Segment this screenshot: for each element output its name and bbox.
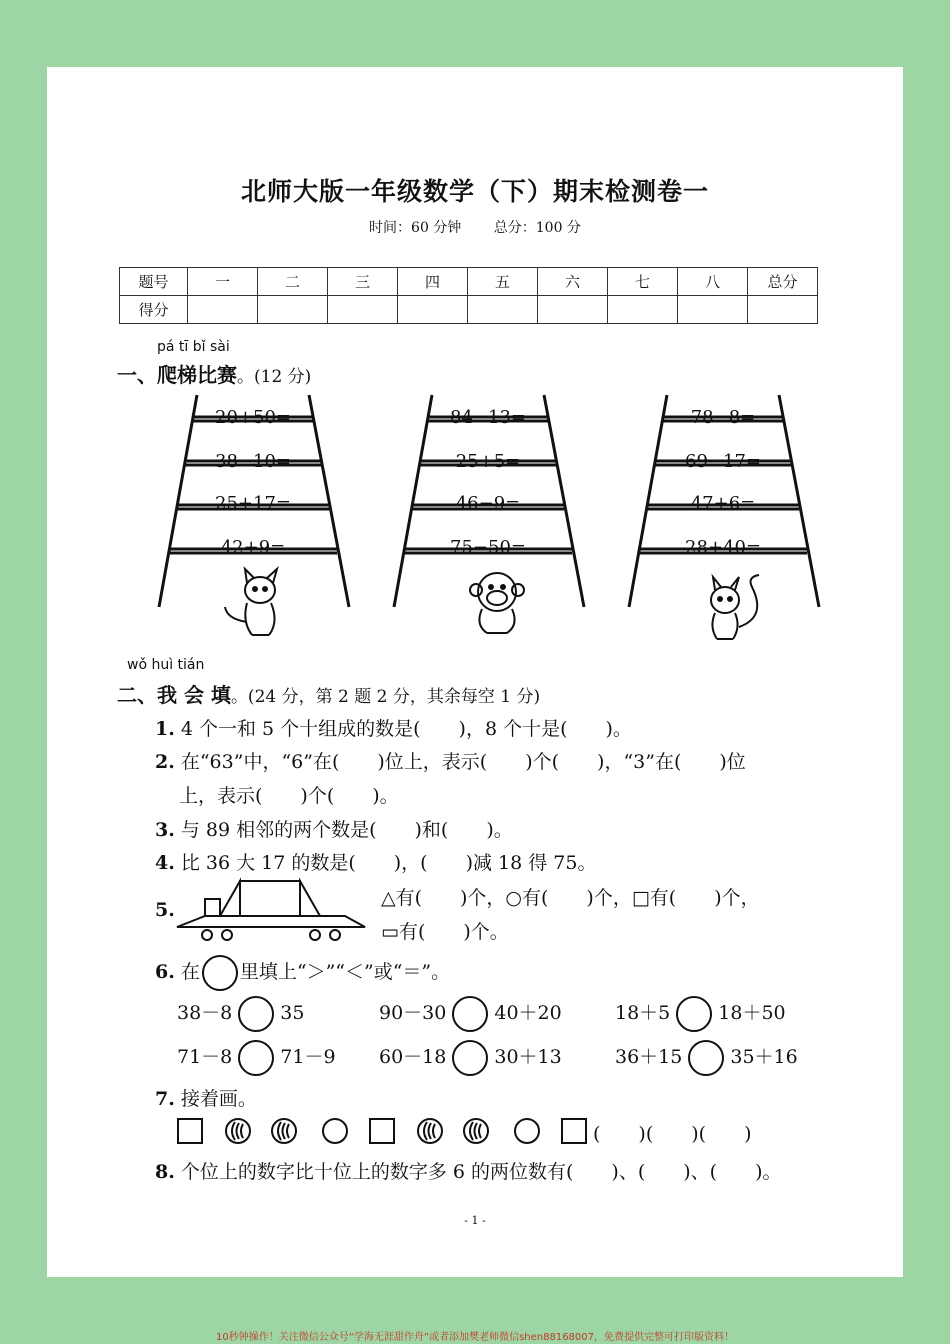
q4-number: 4. xyxy=(155,852,175,874)
q3-text: 与 89 相邻的两个数是( )和( )。 xyxy=(180,819,513,841)
compare-circle[interactable] xyxy=(452,996,488,1032)
compare-right: 35 xyxy=(280,1002,305,1024)
squirrel-illustration xyxy=(711,575,759,639)
ladder2-rung4: 75−50= xyxy=(450,537,526,558)
ladder2-rung1: 84−13= xyxy=(450,407,526,428)
total-score: 总分：100 分 xyxy=(493,220,581,236)
compare-circle[interactable] xyxy=(452,1040,488,1076)
compare-circle[interactable] xyxy=(676,996,712,1032)
score-input-cell[interactable] xyxy=(258,296,328,324)
compare-left: 60－18 xyxy=(379,1046,447,1068)
ladder2-rung2: 25+5= xyxy=(455,451,521,472)
q6-number: 6. xyxy=(155,961,175,983)
circle-shape xyxy=(323,1119,347,1143)
footer-banner: 10秒钟操作！关注微信公众号“学海无涯甜作舟”或者添加樊老师微信shen88168007，免费提供完整可打印版资料！ xyxy=(215,1332,735,1343)
compare-left: 36＋15 xyxy=(615,1046,683,1068)
score-input-cell[interactable] xyxy=(328,296,398,324)
section2-title: 二、我 会 填 xyxy=(117,683,231,707)
q7-answer-blanks: ( )( )( ) xyxy=(593,1123,752,1145)
score-cell: 四 xyxy=(398,268,468,296)
section1-points: 。(12 分) xyxy=(237,367,312,387)
q2-text-line2: 上，表示( )个( )。 xyxy=(179,785,399,807)
compare-left: 71－8 xyxy=(177,1046,233,1068)
q2-text: 在“63”中，“6”在( )位上，表示( )个( )，“3”在( )位 xyxy=(180,751,746,773)
ladder1-rung4: 42+9= xyxy=(220,537,286,558)
section1-pinyin: pá tī bǐ sài xyxy=(157,339,230,355)
question-1 xyxy=(155,714,632,741)
section1-title: 一、爬梯比赛 xyxy=(117,363,237,387)
score-cell: 二 xyxy=(258,268,328,296)
compare-item xyxy=(379,1040,562,1076)
ladder1-rung3: 25+17= xyxy=(215,493,291,514)
compare-circle[interactable] xyxy=(238,1040,274,1076)
compare-right: 71－9 xyxy=(280,1046,336,1068)
page-title: 北师大版一年级数学（下）期末检测卷一 xyxy=(240,177,709,206)
ladder1-rung2: 38−10= xyxy=(215,451,291,472)
square-shape xyxy=(178,1119,202,1143)
square-shape xyxy=(562,1119,586,1143)
score-input-cell[interactable] xyxy=(608,296,678,324)
swirl-shape xyxy=(272,1119,296,1143)
compare-item xyxy=(177,1040,336,1076)
section2-heading xyxy=(117,679,540,708)
q5-number: 5. xyxy=(155,899,175,921)
time-limit: 时间：60 分钟 xyxy=(369,220,462,236)
score-input-cell[interactable] xyxy=(538,296,608,324)
ladder3-rung2: 69−17= xyxy=(685,451,761,472)
circle-shape xyxy=(515,1119,539,1143)
compare-item xyxy=(615,1040,798,1076)
q6-text-b: 里填上“＞”“＜”或“＝”。 xyxy=(239,961,451,983)
question-2 xyxy=(155,747,746,774)
q8-text: 个位上的数字比十位上的数字多 6 的两位数有( )、( )、( )。 xyxy=(180,1161,782,1183)
ladder3-rung4: 28+40= xyxy=(685,537,761,558)
compare-left: 38－8 xyxy=(177,1002,233,1024)
q6-text-a: 在 xyxy=(180,961,200,983)
q8-number: 8. xyxy=(155,1161,175,1183)
q1-number: 1. xyxy=(155,718,175,740)
cat-illustration xyxy=(225,569,277,635)
score-cell: 总分 xyxy=(748,268,818,296)
compare-right: 18＋50 xyxy=(718,1002,786,1024)
compare-item xyxy=(379,996,562,1032)
ladder2-rung3: 46−9= xyxy=(455,493,521,514)
q7-text: 接着画。 xyxy=(180,1088,257,1110)
question-8 xyxy=(155,1157,782,1184)
compare-item xyxy=(615,996,786,1032)
compare-right: 30＋13 xyxy=(494,1046,562,1068)
compare-right: 40＋20 xyxy=(494,1002,562,1024)
score-cell: 六 xyxy=(538,268,608,296)
compare-left: 90－30 xyxy=(379,1002,447,1024)
ladder3-rung3: 47+6= xyxy=(690,493,756,514)
score-cell: 题号 xyxy=(120,268,188,296)
compare-right: 35＋16 xyxy=(730,1046,798,1068)
swirl-shape xyxy=(226,1119,250,1143)
worksheet-page xyxy=(47,67,903,1277)
question-7 xyxy=(155,1084,257,1111)
circle-symbol-icon xyxy=(202,955,238,991)
score-cell: 得分 xyxy=(120,296,188,324)
score-input-cell[interactable] xyxy=(748,296,818,324)
exam-meta xyxy=(47,217,903,237)
ladder1-rung1: 20+50= xyxy=(215,407,291,428)
compare-circle[interactable] xyxy=(688,1040,724,1076)
score-input-cell[interactable] xyxy=(678,296,748,324)
compare-circle[interactable] xyxy=(238,996,274,1032)
q4-text: 比 36 大 17 的数是( )，( )减 18 得 75。 xyxy=(180,852,597,874)
compare-item xyxy=(177,996,304,1032)
score-cell: 八 xyxy=(678,268,748,296)
q5-line1: △有( )个，○有( )个，□有( )个， xyxy=(381,887,760,909)
swirl-shape xyxy=(418,1119,442,1143)
page-number: - 1 - xyxy=(464,1214,486,1227)
q7-number: 7. xyxy=(155,1088,175,1110)
score-cell: 七 xyxy=(608,268,678,296)
section2-points: 。(24 分，第 2 题 2 分，其余每空 1 分) xyxy=(230,687,541,707)
question-3 xyxy=(155,815,513,842)
score-table-score-row xyxy=(120,296,818,324)
question-6 xyxy=(155,955,450,991)
q5-line2: ▭有( )个。 xyxy=(381,921,509,943)
score-cell: 五 xyxy=(468,268,538,296)
score-cell: 一 xyxy=(188,268,258,296)
score-input-cell[interactable] xyxy=(468,296,538,324)
score-input-cell[interactable] xyxy=(398,296,468,324)
section2-pinyin: wǒ huì tián xyxy=(127,657,205,673)
monkey-illustration xyxy=(470,573,524,633)
q1-text: 4 个一和 5 个十组成的数是( )，8 个十是( )。 xyxy=(180,718,632,740)
ladder3-rung1: 78−8= xyxy=(690,407,756,428)
score-input-cell[interactable] xyxy=(188,296,258,324)
pattern-sequence xyxy=(175,1115,595,1147)
car-shape-figure xyxy=(175,877,375,943)
score-table-header-row xyxy=(120,268,818,296)
q3-number: 3. xyxy=(155,819,175,841)
score-table xyxy=(119,267,818,324)
score-cell: 三 xyxy=(328,268,398,296)
swirl-shape xyxy=(464,1119,488,1143)
question-4 xyxy=(155,848,596,875)
q2-number: 2. xyxy=(155,751,175,773)
square-shape xyxy=(370,1119,394,1143)
section1-heading xyxy=(117,359,311,388)
compare-left: 18＋5 xyxy=(615,1002,671,1024)
